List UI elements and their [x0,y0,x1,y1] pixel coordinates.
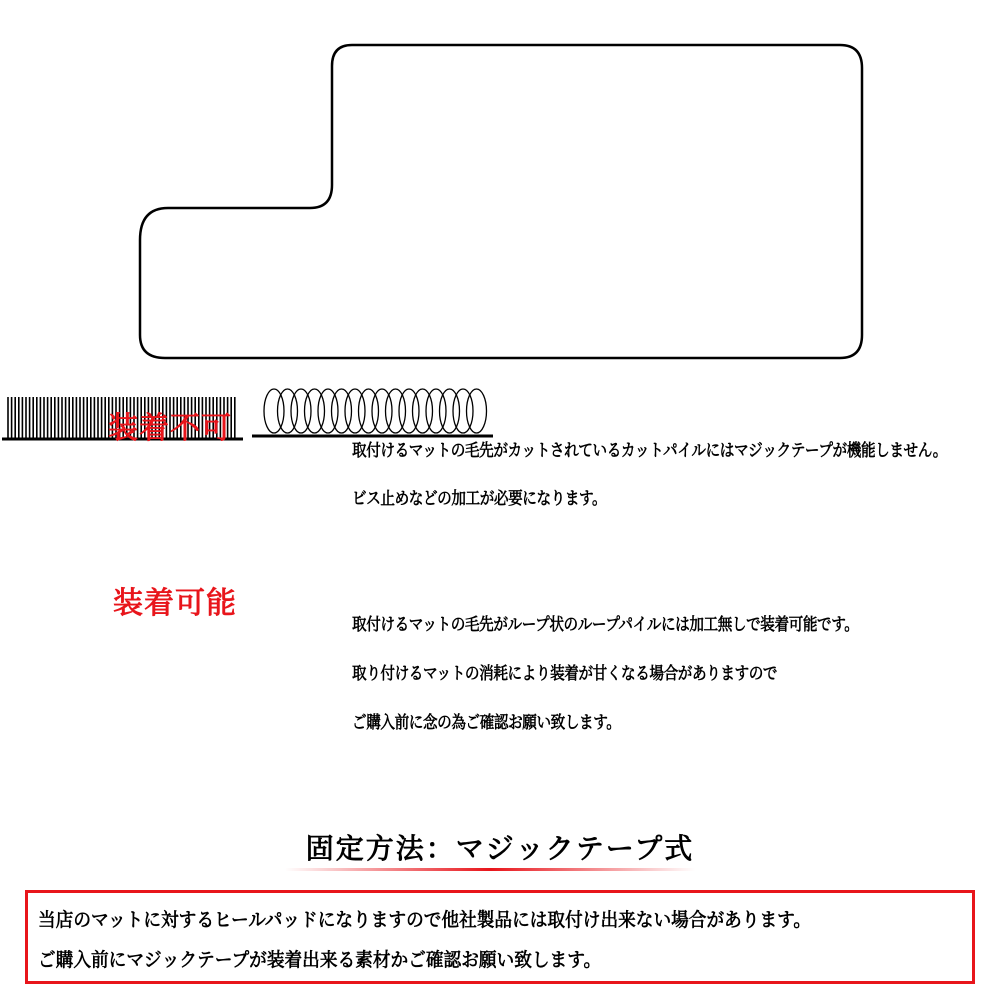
attachable-line-1: 取付けるマットの毛先がループ状のループパイルには加工無しで装着可能です。 [352,615,859,635]
loop-pile-icon [250,384,495,444]
not-attachable-line-2: ビス止めなどの加工が必要になります。 [352,489,607,509]
mat-outline-diagram [0,0,1000,380]
attachable-label: 装着可能 [113,586,237,621]
title-underline [285,868,695,871]
notice-box [25,890,975,984]
heel-pad-outline [140,45,862,358]
fixing-method-title: 固定方法：マジックテープ式 [305,832,695,865]
attachable-line-3: ご購入前に念の為ご確認お願い致します。 [352,713,621,733]
notice-line-2: ご購入前にマジックテープが装着出来る素材かご確認お願い致します。 [38,949,602,971]
attachable-line-2: 取り付けるマットの消耗により装着が甘くなる場合がありますので [352,664,778,684]
notice-line-1: 当店のマットに対するヒールパッドになりますので他社製品には取付け出来ない場合があります。 [38,909,812,931]
not-attachable-label: 装着不可 [108,411,232,446]
loop-fibre [467,389,487,433]
not-attachable-line-1: 取付けるマットの毛先がカットされているカットパイルにはマジックテープが機能しません。 [352,441,947,461]
